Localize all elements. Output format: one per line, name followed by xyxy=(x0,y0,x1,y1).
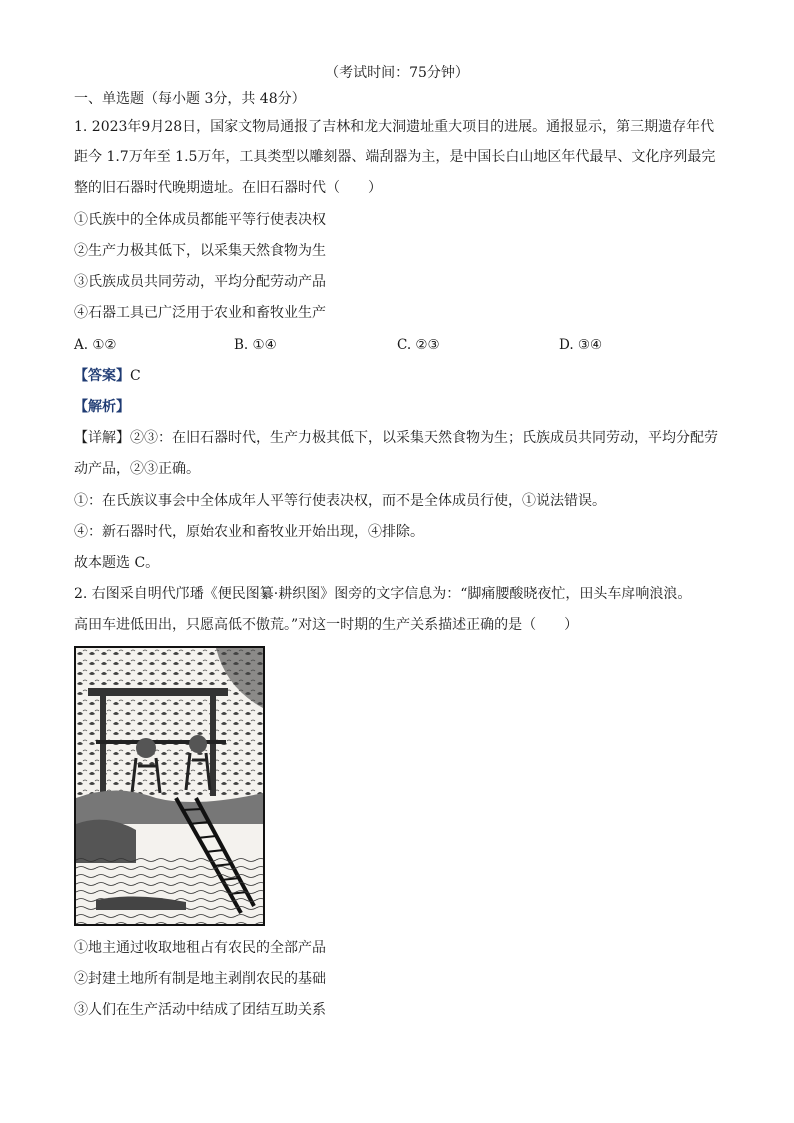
section-title: 一、单选题（每小题 3分，共 48分） xyxy=(74,91,306,107)
q1-stem-line-3: 整的旧石器时代晚期遗址。在旧石器时代（ ） xyxy=(74,180,382,196)
q1-statement-4: ④石器工具已广泛用于农业和畜牧业生产 xyxy=(74,305,326,321)
q1-statement-1: ①氏族中的全体成员都能平等行使表决权 xyxy=(74,212,326,228)
q1-stem-line-1: 1. 2023年9月28日，国家文物局通报了吉林和龙大洞遗址重大项目的进展。通报显示，第三期遗存年代 xyxy=(74,119,715,135)
answer-value: C xyxy=(130,368,141,384)
q1-option-a: A. ①② xyxy=(74,337,117,353)
detail-text: ②③：在旧石器时代，生产力极其低下，以采集天然食物为生；氏族成员共同劳动，平均分配劳 xyxy=(130,430,718,446)
q1-detail-line-2: 动产品，②③正确。 xyxy=(74,461,200,477)
q2-statement-3: ③人们在生产活动中结成了团结互助关系 xyxy=(74,1002,326,1018)
q1-detail-line-4: ④：新石器时代，原始农业和畜牧业开始出现，④排除。 xyxy=(74,524,424,540)
q1-detail-line-1 xyxy=(74,429,718,447)
q1-detail-line-3: ①：在氏族议事会中全体成年人平等行使表决权，而不是全体成员行使，①说法错误。 xyxy=(74,493,606,509)
answer-tag: 【答案】 xyxy=(74,368,130,384)
woodcut-illustration xyxy=(74,646,265,926)
exam-time: （考试时间：75分钟） xyxy=(325,65,469,81)
q2-stem-line-2: 高田车进低田出，只愿高低不傲荒。”对这一时期的生产关系描述正确的是（ ） xyxy=(74,617,579,633)
q1-answer xyxy=(74,367,141,385)
q2-stem-line-1: 2. 右图采自明代邝璠《便民图纂·耕织图》图旁的文字信息为：“脚痛腰酸晓夜忙，田头车戽响浪浪。 xyxy=(74,586,692,602)
q1-option-b: B. ①④ xyxy=(234,337,277,353)
q1-statement-3: ③氏族成员共同劳动，平均分配劳动产品 xyxy=(74,274,326,290)
q1-stem-line-2: 距今 1.7万年至 1.5万年，工具类型以雕刻器、端刮器为主，是中国长白山地区年代最早、文化序列最完 xyxy=(74,149,716,165)
q2-statement-1: ①地主通过收取地租占有农民的全部产品 xyxy=(74,940,326,956)
q1-statement-2: ②生产力极其低下，以采集天然食物为生 xyxy=(74,243,326,259)
detail-tag: 【详解】 xyxy=(74,430,130,446)
q1-option-c: C. ②③ xyxy=(397,337,440,353)
q2-statement-2: ②封建土地所有制是地主剥削农民的基础 xyxy=(74,971,326,987)
woodcut-drawing xyxy=(76,648,263,924)
q1-conclusion: 故本题选 C。 xyxy=(74,555,160,571)
q1-option-d: D. ③④ xyxy=(559,337,603,353)
analysis-tag: 【解析】 xyxy=(74,399,130,415)
